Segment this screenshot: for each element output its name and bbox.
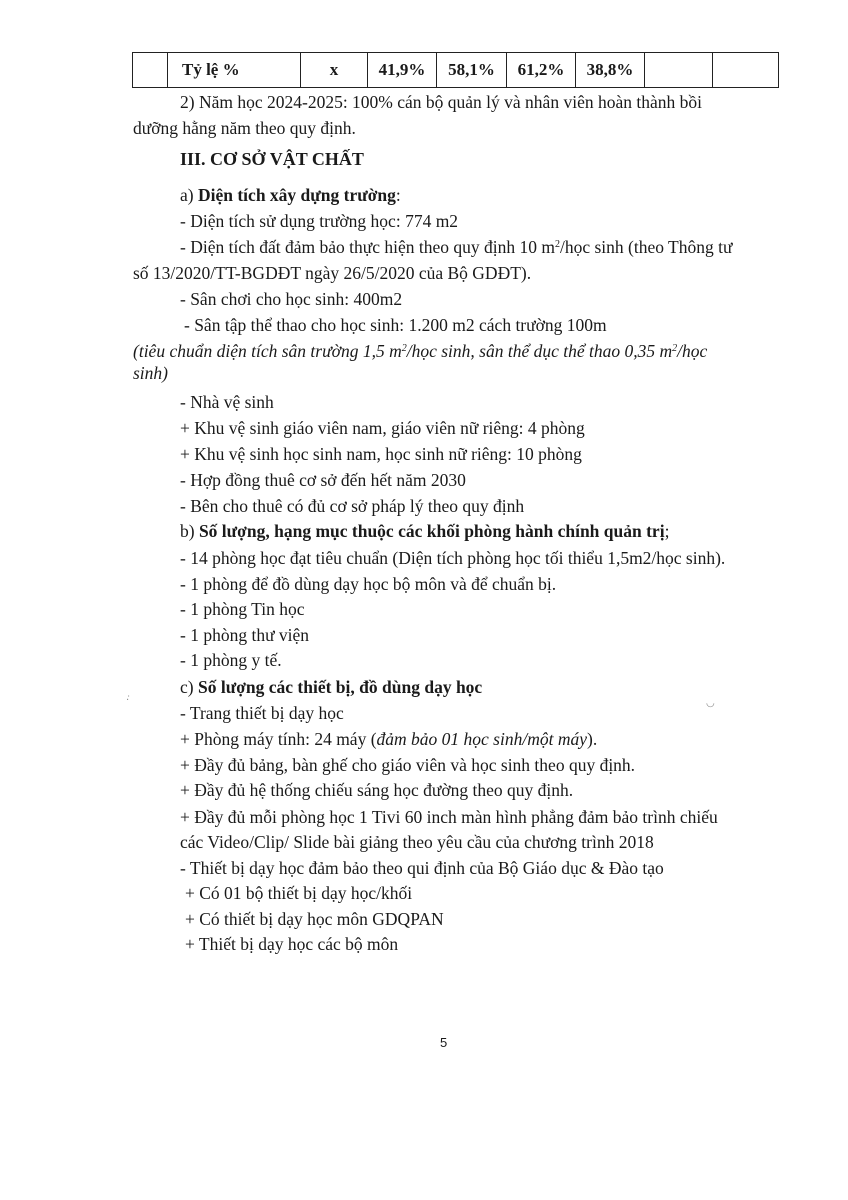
table-cell: 61,2% <box>507 53 576 88</box>
playground-area: - Sân chơi cho học sinh: 400m2 <box>180 289 403 309</box>
toilet-heading: - Nhà vệ sinh <box>180 392 274 412</box>
staff-line-2: dưỡng hằng năm theo quy định. <box>133 118 356 138</box>
staff-line-1: 2) Năm học 2024-2025: 100% cán bộ quản lý và nhân viên hoàn thành bồi <box>180 92 702 112</box>
page-number: 5 <box>440 1035 448 1050</box>
computer-room: + Phòng máy tính: 24 máy (đảm bảo 01 học sinh/một máy). <box>180 729 598 749</box>
ratio-table-wrapper <box>132 52 778 88</box>
list-item: - 1 phòng Tin học <box>180 599 305 619</box>
lighting-system: + Đầy đủ hệ thống chiếu sáng học đường theo quy định. <box>180 780 574 800</box>
table-cell <box>645 53 713 88</box>
tv-line-2: các Video/Clip/ Slide bài giảng theo yêu cầu của chương trình 2018 <box>180 832 654 852</box>
equipment-heading: - Trang thiết bị dạy học <box>180 703 344 723</box>
list-item: + Có 01 bộ thiết bị dạy học/khối <box>185 883 413 903</box>
list-item: - 1 phòng thư viện <box>180 625 310 645</box>
lease-contract: - Hợp đồng thuê cơ sở đến hết năm 2030 <box>180 470 466 490</box>
table-cell: 58,1% <box>437 53 507 88</box>
scan-speck: ·͘ <box>126 695 130 706</box>
scan-speck: ◡ <box>706 698 715 709</box>
area-standard-line-1: (tiêu chuẩn diện tích sân trường 1,5 $m^2$/học sinh, sân thể dục thể thao 0,35 $m^2$/học <box>133 341 708 361</box>
list-item: + Có thiết bị dạy học môn GDQPAN <box>185 909 444 929</box>
subsection-b-heading: b) Số lượng, hạng mục thuộc các khối phòng hành chính quản trị; <box>180 521 670 541</box>
table-cell: x <box>301 53 368 88</box>
table-cell: 41,9% <box>368 53 437 88</box>
toilet-students: + Khu vệ sinh học sinh nam, học sinh nữ riêng: 10 phòng <box>180 444 582 464</box>
sports-ground-area: - Sân tập thể thao cho học sinh: 1.200 m2 cách trường 100m <box>184 315 607 335</box>
section-heading: III. CƠ SỞ VẬT CHẤT <box>180 149 364 169</box>
table-row-label: Tỷ lệ % <box>168 53 301 88</box>
boards-furniture: + Đầy đủ bảng, bàn ghế cho giáo viên và học sinh theo quy định. <box>180 755 636 775</box>
table-row <box>133 53 779 88</box>
table-cell-empty <box>133 53 168 88</box>
list-item: - 14 phòng học đạt tiêu chuẩn (Diện tích phòng học tối thiểu 1,5m2/học sinh). <box>180 548 726 568</box>
tv-line-1: + Đầy đủ mỗi phòng học 1 Tivi 60 inch màn hình phẳng đảm bảo trình chiếu <box>180 807 718 827</box>
list-item: - 1 phòng y tế. <box>180 650 282 670</box>
table-cell: 38,8% <box>576 53 645 88</box>
teaching-equipment: - Thiết bị dạy học đảm bảo theo qui định của Bộ Giáo dục & Đào tạo <box>180 858 664 878</box>
land-area-line-2: số 13/2020/TT-BGDĐT ngày 26/5/2020 của Bộ GDĐT). <box>133 263 532 283</box>
area-usage: - Diện tích sử dụng trường học: 774 m2 <box>180 211 459 231</box>
land-area-line-1: - Diện tích đất đảm bảo thực hiện theo quy định 10 $m^2$/học sinh (theo Thông tư <box>180 237 733 257</box>
area-standard-line-2: sinh) <box>133 363 168 383</box>
ratio-table <box>132 52 779 88</box>
subsection-c-heading: c) Số lượng các thiết bị, đồ dùng dạy học <box>180 677 483 697</box>
table-cell <box>713 53 779 88</box>
lessor-legal: - Bên cho thuê có đủ cơ sở pháp lý theo quy định <box>180 496 525 516</box>
list-item: - 1 phòng để đồ dùng dạy học bộ môn và để chuẩn bị. <box>180 574 557 594</box>
toilet-teachers: + Khu vệ sinh giáo viên nam, giáo viên nữ riêng: 4 phòng <box>180 418 585 438</box>
subsection-a-heading: a) Diện tích xây dựng trường: <box>180 185 401 205</box>
list-item: + Thiết bị dạy học các bộ môn <box>185 934 399 954</box>
